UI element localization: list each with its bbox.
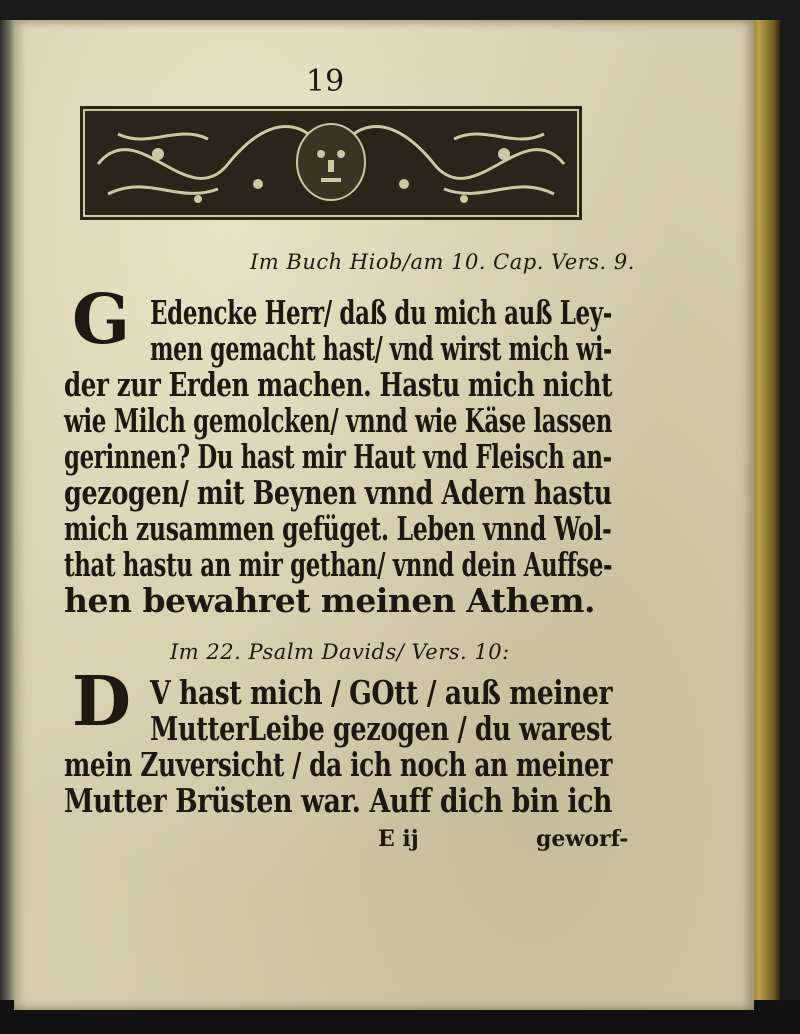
page-number: 19 [306,64,345,99]
text-line: Edencke Herr/ daß du mich auß Ley- [150,293,612,332]
initial-capital: G [72,280,131,360]
catchword: geworf- [536,826,629,852]
text-line: der zur Erden machen. Hastu mich nicht [64,365,613,404]
text-line: men gemacht hast/ vnd wirst mich wi- [150,329,612,368]
text-line: MutterLeibe gezogen / du warest [150,709,612,748]
text-line: that hastu an mir gethan/ vnnd dein Auffse- [64,545,613,584]
text-line: mich zusammen gefüget. Leben vnnd Wol- [64,509,612,548]
section-heading-hiob: Im Buch Hiob/am 10. Cap. Vers. 9. [250,250,635,274]
text-line: wie Milch gemolcken/ vnnd wie Käse lassen [64,401,613,440]
text-line: gerinnen? Du hast mir Haut vnd Fleisch an- [64,437,612,476]
section-heading-psalm: Im 22. Psalm Davids/ Vers. 10: [170,640,510,664]
text-line: gezogen/ mit Beynen vnnd Adern hastu [64,473,612,512]
ornamental-headpiece [78,104,584,222]
text-line: V hast mich / GOtt / auß meiner [150,673,613,712]
page-edge-right [750,20,780,1000]
text-line: mein Zuversicht / da ich noch an meiner [64,745,613,784]
text-line: hen bewahret meinen Athem. [64,581,596,620]
signature-mark: E ij [378,826,419,852]
initial-capital: D [72,662,131,742]
binding-left [0,20,14,1010]
text-line: Mutter Brüsten war. Auff dich bin ich [64,781,613,820]
